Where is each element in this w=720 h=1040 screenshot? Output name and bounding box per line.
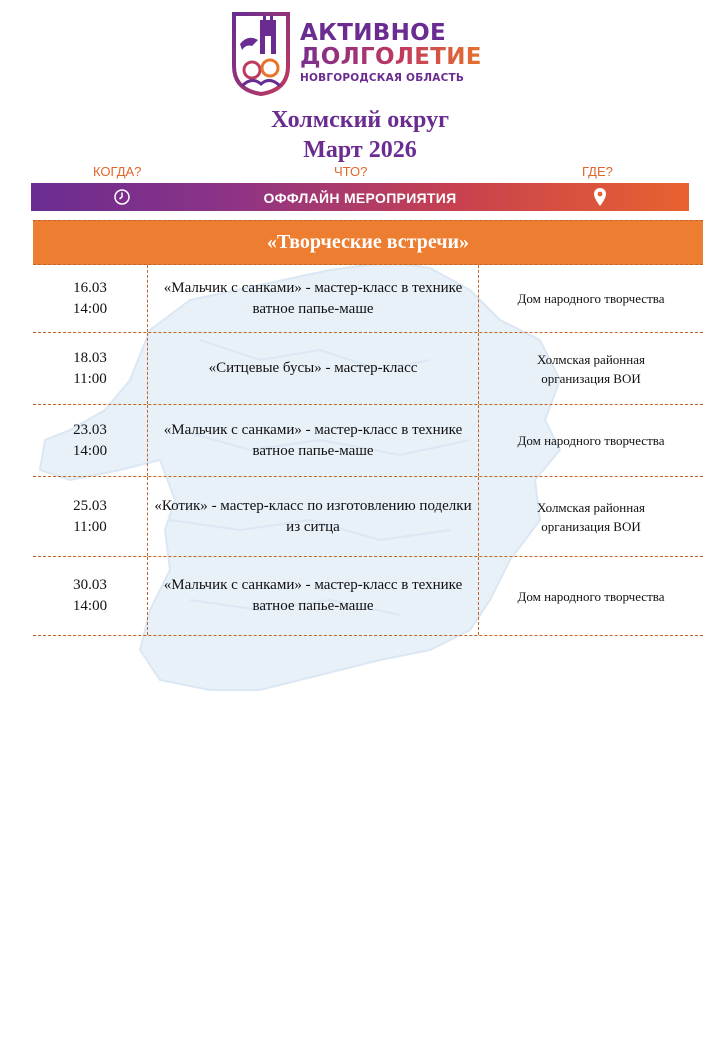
- event-place: Дом народного творчества: [517, 291, 665, 306]
- column-labels: [30, 164, 690, 180]
- event-where: [479, 405, 703, 476]
- table-row: [33, 265, 703, 333]
- label-where: ГДЕ?: [582, 164, 613, 179]
- event-what: [147, 557, 479, 635]
- logo-title-line1: АКТИВНОЕ: [300, 20, 446, 46]
- event-date: 30.03: [73, 577, 107, 593]
- event-place: Холмская районная: [537, 499, 645, 515]
- event-description: - мастер-класс в технике ватное папье-маше: [252, 279, 463, 317]
- logo-emblem-icon: [230, 10, 292, 96]
- event-place: Холмская районная: [537, 351, 645, 367]
- label-what: ЧТО?: [334, 164, 368, 179]
- table-row: [33, 477, 703, 557]
- table-row: [33, 405, 703, 477]
- page-title: Холмский округ: [271, 107, 449, 133]
- event-what: [147, 333, 479, 404]
- event-description: - мастер-класс: [321, 360, 418, 376]
- event-when: [33, 265, 147, 332]
- event-where: [479, 477, 703, 556]
- event-description: - мастер-класс в технике ватное папье-маше: [252, 421, 463, 459]
- event-time: 14:00: [72, 300, 108, 317]
- logo-title-line2: ДОЛГОЛЕТИЕ: [300, 44, 482, 70]
- event-place: организация ВОИ: [541, 370, 641, 386]
- event-time: 14:00: [72, 442, 108, 459]
- event-time: 11:00: [73, 518, 107, 535]
- event-title: «Котик»: [154, 497, 208, 514]
- event-date: 25.03: [73, 497, 107, 514]
- table-row: [33, 557, 703, 636]
- event-what: [147, 405, 479, 476]
- offline-events-banner: [31, 183, 689, 211]
- event-where: [479, 557, 703, 635]
- event-what: [147, 477, 479, 556]
- event-title: «Ситцевые бусы»: [208, 360, 322, 376]
- banner-title: ОФФЛАЙН МЕРОПРИЯТИЯ: [263, 190, 457, 206]
- label-when: КОГДА?: [93, 164, 142, 179]
- event-description: - мастер-класс в технике ватное папье-маше: [252, 577, 463, 614]
- event-title: «Мальчик с санками»: [163, 279, 302, 296]
- event-description: - мастер-класс по изготовлению поделки из ситца: [207, 497, 472, 535]
- event-date: 23.03: [73, 421, 107, 438]
- section-title: «Творческие встречи»: [266, 231, 470, 253]
- event-where: [479, 265, 703, 332]
- event-where: [479, 333, 703, 404]
- event-place: организация ВОИ: [541, 518, 641, 534]
- event-title: «Мальчик с санками»: [163, 421, 302, 438]
- event-time: 14:00: [72, 598, 108, 614]
- logo-region: НОВГОРОДСКАЯ ОБЛАСТЬ: [300, 72, 465, 84]
- active-longevity-logo: [230, 10, 500, 96]
- events-table: [33, 265, 703, 636]
- event-when: [33, 477, 147, 556]
- page-subtitle: Март 2026: [303, 137, 417, 163]
- event-time: 11:00: [73, 370, 107, 387]
- location-pin-icon: [593, 187, 607, 207]
- event-date: 18.03: [73, 349, 107, 366]
- event-place: Дом народного творчества: [517, 588, 665, 604]
- event-title: «Мальчик с санками»: [163, 577, 302, 593]
- event-when: [33, 333, 147, 404]
- table-row: [33, 333, 703, 405]
- event-when: [33, 557, 147, 635]
- event-place: Дом народного творчества: [517, 433, 665, 448]
- section-header: [33, 220, 703, 265]
- event-when: [33, 405, 147, 476]
- event-date: 16.03: [73, 279, 107, 296]
- event-what: [147, 265, 479, 332]
